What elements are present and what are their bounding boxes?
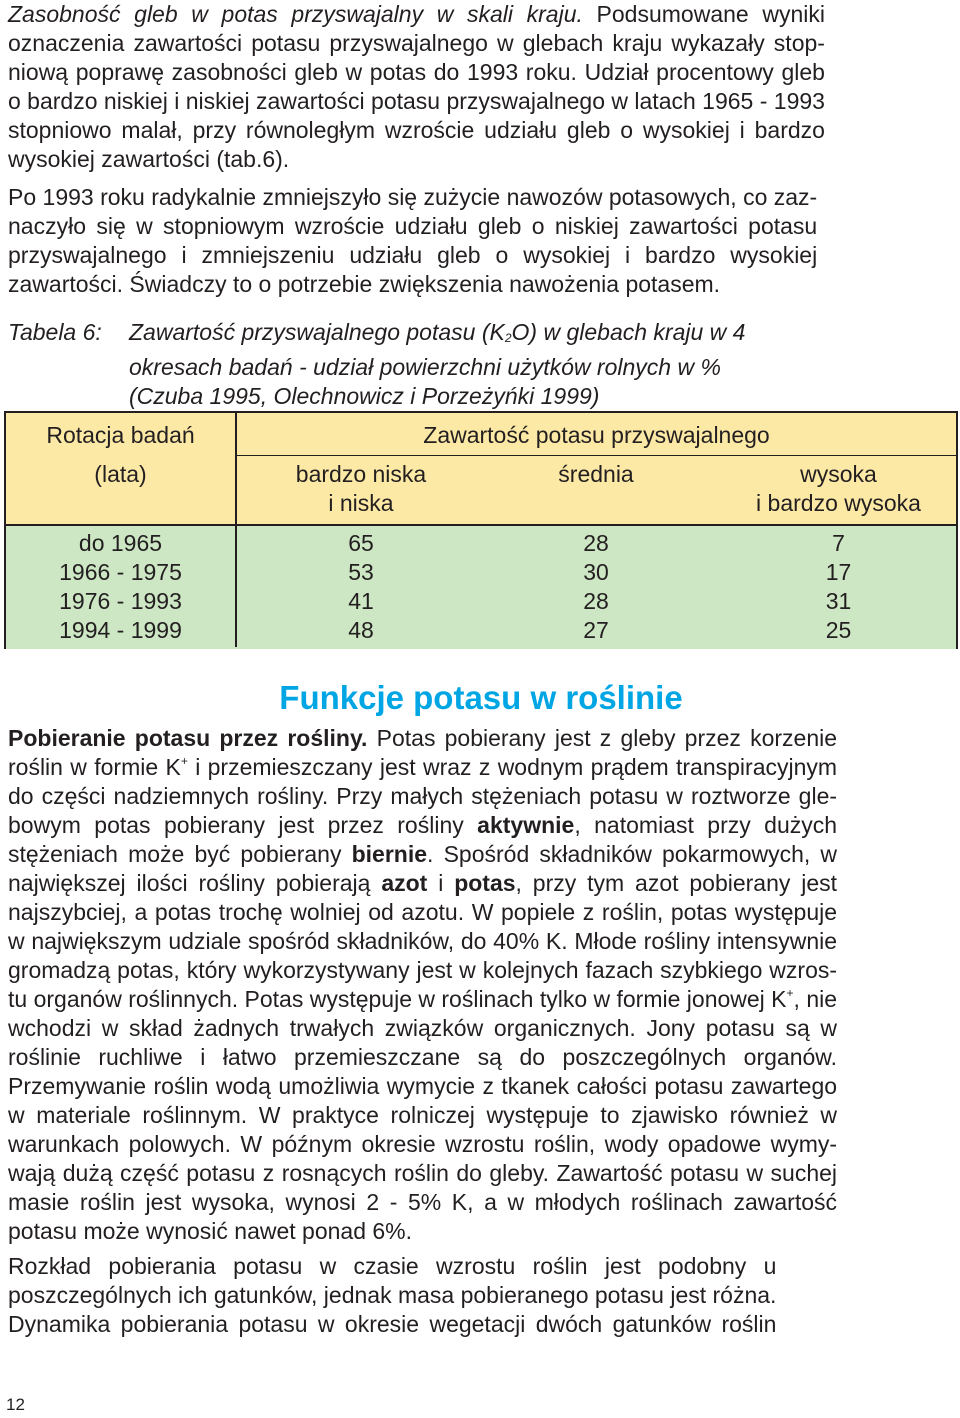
header-high-very-high: wysoka i bardzo wysoka (756, 461, 921, 516)
header-group: Zawartość potasu przyswajalnego (423, 422, 770, 448)
table-cell: 31 (825, 588, 852, 614)
table-cell: 53 (348, 559, 374, 585)
table-cell: 1994 - 1999 (59, 617, 182, 643)
table-cell: 7 (832, 530, 845, 556)
header-very-low-low: bardzo niska i niska (295, 461, 427, 516)
column-medium (476, 529, 716, 645)
paragraph-after-1993: Po 1993 roku radykalnie zmniejszyło się zużycie nawozów potasowych, co zaz- naczyło się w stopniowym wzroście udziału gleb o niskiej zawartości potasu przyswajalnego i zmniejszeniu udziału gleb o wysokiej i bardzo wysokiej zawartości. Świadczy to o potrzebie zwiększenia nawożenia potasem. (8, 184, 818, 297)
column-high (721, 529, 956, 645)
table-cell: 41 (348, 588, 374, 614)
table-cell: 1976 - 1993 (59, 588, 182, 614)
paragraph-soil-potassium: Zasobność gleb w potas przyswajalny w skali kraju. Podsumowane wyniki oznaczenia zawartości potasu przyswajalnego w glebach kraju wykazały stop- niową poprawę zasobności gleb w potas do 1993 roku. Udział procentowy gleb o bardzo niskiej i niskiej zawartości potasu przyswajalnego w latach 1965 - 1993 stopniowo malał, przy równoległym wzroście udziału gleb o wysokiej i bardzo wysokiej zawartości (tab.6). (8, 1, 825, 172)
table-cell: 27 (583, 617, 609, 643)
header-years: (lata) (94, 461, 147, 487)
table-body (6, 524, 956, 649)
table-cell: 28 (583, 530, 609, 556)
header-rotation: Rotacja badań (46, 422, 195, 448)
table-header (6, 413, 956, 524)
section-heading: Funkcje potasu w roślinie (279, 679, 683, 716)
column-divider (235, 413, 237, 647)
table-label: Tabela 6: (8, 319, 102, 345)
paragraph-distribution: Rozkład pobierania potasu w czasie wzrostu roślin jest podobny u poszczególnych ich gatunków, jednak masa pobieranego potasu jest różna. Dynamika pobierania potasu w okresie wegetacji dwóch gatunków roślin (8, 1253, 777, 1337)
table-cell: do 1965 (78, 530, 163, 556)
table-caption: Tabela 6: Zawartość przyswajalnego potasu (K2O) w glebach kraju w 4 okresach badań - udział powierzchni użytków rolnych w % (Czuba 1995, Olechnowicz i Porzeżyńki 1999) (8, 319, 746, 409)
table-cell: 30 (583, 559, 609, 585)
column-very-low-low (246, 529, 476, 645)
header-medium: średnia (558, 461, 634, 487)
table-cell: 17 (825, 559, 852, 585)
table-cell: 28 (583, 588, 609, 614)
potassium-table (4, 411, 958, 649)
table-cell: 25 (825, 617, 852, 643)
column-period (6, 529, 235, 645)
lead-italic: Zasobność gleb w potas przyswajalny w skali kraju. (8, 1, 583, 27)
table-cell: 65 (348, 530, 374, 556)
table-cell: 48 (348, 617, 374, 643)
paragraph-uptake: Pobieranie potasu przez rośliny. Potas pobierany jest z gleby przez korzenie roślin w formie K+ i przemieszczany jest wraz z wodnym prądem transpiracyjnym do części nadziemnych rośliny. Przy małych stężeniach potasu w roztworze gle- bowym potas pobierany jest przez rośliny aktywnie, natomiast przy dużych stężeniach może być pobierany biernie. Spośród składników pokarmowych, w największej ilości rośliny pobierają azot i potas, przy tym azot pobierany jest najszybciej, a potas trochę wolniej od azotu. W popiele z roślin, potas występuje w największym udziale spośród składników, do 40% K. Młode rośliny intensywnie gromadzą potas, który wykorzystywany jest w kolejnych fazach szybkiego wzros- tu organów roślinnych. Potas występuje w roślinach tylko w formie jonowej K+, nie wchodzi w skład żadnych trwałych związków organicznych. Jony potasu są w roślinie ruchliwe i łatwo przemieszczane są do poszczególnych organów. Przemywanie roślin wodą umożliwia wymycie z tkanek całości potasu zawartego w materiale roślinnym. W praktyce rolniczej występuje to zjawisko również w warunkach polowych. W późnym okresie wzrostu roślin, wody opadowe wymy- wają dużą część potasu z rosnących roślin do gleby. Zawartość potasu w suchej masie roślin jest wysoka, wynosi 2 - 5% K, a w młodych roślinach zawartość potasu może wynosić nawet ponad 6%. (8, 725, 838, 1244)
header-divider (237, 455, 956, 456)
table-cell: 1966 - 1975 (59, 559, 182, 585)
page-number: 12 (6, 1395, 25, 1414)
